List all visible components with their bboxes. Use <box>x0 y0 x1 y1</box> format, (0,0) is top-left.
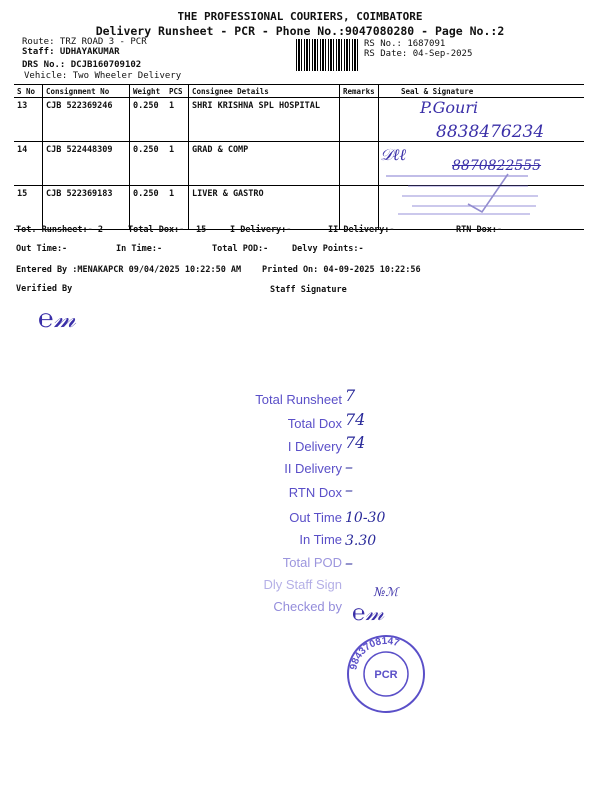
summary-value: – <box>345 457 353 476</box>
rs-date: RS Date: 04-Sep-2025 <box>364 49 473 59</box>
cell-pcs: 1 <box>166 186 189 230</box>
handwritten-phone: 8870822555 <box>452 158 542 174</box>
staff-signature-label: Staff Signature <box>270 285 347 295</box>
i-delivery: I Delivery:- <box>230 225 292 235</box>
handwritten-receiver-name: P.Gouri <box>420 98 479 117</box>
summary-label: In Time <box>299 532 342 547</box>
printed-on: Printed On: 04-09-2025 10:22:56 <box>262 265 421 275</box>
cell-consignee: SHRI KRISHNA SPL HOSPITAL <box>189 98 340 142</box>
cell-weight: 0.250 <box>130 186 167 230</box>
summary-value: 3.30 <box>345 533 377 549</box>
tot-runsheet: Tot. Runsheet:- 2 <box>16 225 103 235</box>
checker-signature: ℮𝓂 <box>352 601 384 626</box>
cell-sno: 15 <box>14 186 43 230</box>
stamp-ring-text: 9843708147 <box>348 635 401 671</box>
summary-label: Total POD <box>282 555 342 570</box>
cell-sno: 14 <box>14 142 43 186</box>
handwritten-phone: 8838476234 <box>436 122 545 142</box>
summary-label: I Delivery <box>287 439 342 454</box>
verified-by: Verified By <box>16 284 73 294</box>
delvy-points: Delvy Points:- <box>292 244 364 254</box>
summary-label: Dly Staff Sign <box>263 577 342 592</box>
entered-by: Entered By :MENAKAPCR 09/04/2025 10:22:50 AM <box>16 265 242 275</box>
cell-sno: 13 <box>14 98 43 142</box>
cell-pcs: 1 <box>166 142 189 186</box>
header-pcs: PCS <box>166 85 189 98</box>
verifier-signature: ℮𝓂 <box>38 304 76 334</box>
total-dox-label: Total Dox:- <box>128 225 185 235</box>
summary-value: 10-30 <box>345 510 386 526</box>
header-consignment: Consignment No <box>43 85 130 98</box>
summary-label: Total Dox <box>287 416 342 431</box>
staff-name: Staff: UDHAYAKUMAR <box>22 47 120 57</box>
cell-consignee: LIVER & GASTRO <box>189 186 340 230</box>
route: Route: TRZ ROAD 3 - PCR <box>22 37 147 47</box>
vehicle: Vehicle: Two Wheeler Delivery <box>24 71 182 81</box>
summary-label: RTN Dox <box>288 485 342 500</box>
total-pod: Total POD:- <box>212 244 269 254</box>
cell-consignment: CJB 522369246 <box>43 98 130 142</box>
summary-value: 74 <box>345 433 366 452</box>
ii-delivery: II Delivery:- <box>328 225 395 235</box>
summary-value: – <box>345 480 353 499</box>
in-time: In Time:- <box>116 244 163 254</box>
cell-consignment: CJB 522369183 <box>43 186 130 230</box>
pcr-seal-icon <box>346 634 426 714</box>
rs-number: RS No.: 1687091 <box>364 39 446 49</box>
checker-initials: №ℳ <box>374 585 399 599</box>
cell-weight: 0.250 <box>130 142 167 186</box>
summary-label: Checked by <box>273 599 342 614</box>
header-sno: S No <box>14 85 43 98</box>
company-name: THE PROFESSIONAL COURIERS, COIMBATORE <box>177 10 423 23</box>
header-remarks: Remarks <box>340 85 379 98</box>
summary-value: 74 <box>345 410 366 429</box>
total-dox-value: 15 <box>196 225 207 235</box>
runsheet-title: Delivery Runsheet - PCR - Phone No.:9047080280 - Page No.:2 <box>95 24 505 38</box>
header-weight: Weight <box>130 85 167 98</box>
summary-value: – <box>345 553 353 572</box>
cell-weight: 0.250 <box>130 98 167 142</box>
header-seal: Seal & Signature <box>379 85 585 98</box>
summary-value: 7 <box>345 386 356 405</box>
header-consignee: Consignee Details <box>189 85 340 98</box>
summary-label: Total Runsheet <box>255 392 342 407</box>
cell-consignment: CJB 522448309 <box>43 142 130 186</box>
stamp-center-text: PCR <box>374 669 398 681</box>
drs-number: DRS No.: DCJB160709102 <box>22 60 142 70</box>
out-time: Out Time:- <box>16 244 68 254</box>
cell-consignee: GRAD & COMP <box>189 142 340 186</box>
summary-label: II Delivery <box>284 461 342 476</box>
cell-pcs: 1 <box>166 98 189 142</box>
round-stamp <box>346 634 426 714</box>
handwritten-signature: 𝒟ℓℓ <box>380 145 407 164</box>
summary-label: Out Time <box>289 510 342 525</box>
rtn-dox: RTN Dox:- <box>456 225 503 235</box>
